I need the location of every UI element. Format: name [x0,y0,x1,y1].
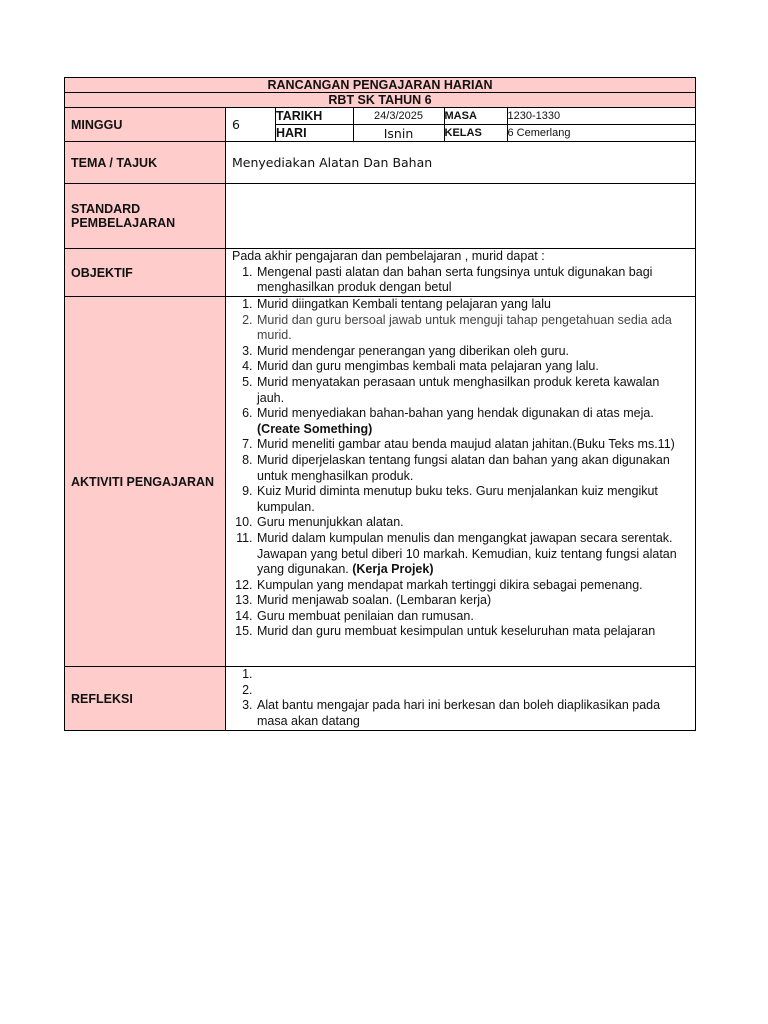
tema-label: TEMA / TAJUK [65,142,226,184]
refleksi-item [256,683,687,699]
objektif-label: OBJEKTIF [65,249,226,297]
standard-label: STANDARD PEMBELAJARAN [65,184,226,249]
refleksi-list [226,667,695,729]
aktiviti-item-text: Murid mendengar penerangan yang diberikan oleh guru. [257,343,570,358]
aktiviti-item [256,406,687,437]
document-title: RANCANGAN PENGAJARAN HARIAN [65,78,696,93]
aktiviti-item [256,578,687,594]
aktiviti-item [256,624,687,640]
aktiviti-item-text: Murid menjawab soalan. (Lembaran kerja) [257,593,492,608]
aktiviti-item-text: Guru membuat penilaian dan rumusan. [257,608,474,623]
aktiviti-item [256,437,687,453]
aktiviti-list [226,297,695,640]
aktiviti-item [256,593,687,609]
aktiviti-item-text: Murid dan guru bersoal jawab untuk menguji tahap pengetahuan sedia ada murid. [257,312,672,343]
tarikh-value: 24/3/2025 [353,108,444,125]
aktiviti-label: AKTIVITI PENGAJARAN [65,297,226,667]
objektif-intro: Pada akhir pengajaran dan pembelajaran , murid dapat : [232,249,545,263]
hari-value: Isnin [353,125,444,142]
aktiviti-item-text: Murid diperjelaskan tentang fungsi alatan dan bahan yang akan digunakan untuk menghasilkan produk. [257,452,670,483]
aktiviti-item-text: Murid diingatkan Kembali tentang pelajaran yang lalu [257,297,551,311]
kelas-label: KELAS [444,125,507,142]
aktiviti-item-text: Murid dan guru mengimbas kembali mata pelajaran yang lalu. [257,359,599,374]
aktiviti-item [256,313,687,344]
aktiviti-item [256,531,687,578]
aktiviti-item [256,359,687,375]
lesson-plan-table [64,77,696,731]
tarikh-label: TARIKH [276,108,353,125]
aktiviti-item-text: Guru menunjukkan alatan. [257,515,404,530]
lesson-plan [64,77,695,731]
aktiviti-item [256,609,687,625]
aktiviti-item [256,375,687,406]
minggu-label: MINGGU [65,108,226,142]
aktiviti-item-text: Murid meneliti gambar atau benda maujud alatan jahitan.(Buku Teks ms.11) [257,437,675,452]
masa-label: MASA [444,108,507,125]
aktiviti-content [226,297,696,667]
refleksi-item: 3. Alat bantu mengajar pada hari ini berkesan dan boleh diaplikasikan pada masa akan datang [256,698,687,729]
aktiviti-item-text: Murid dan guru membuat kesimpulan untuk keseluruhan mata pelajaran [257,624,656,639]
standard-value [226,184,696,249]
aktiviti-item-emphasis: (Create Something) [257,421,373,436]
date-time-grid [276,108,696,141]
document-subtitle: RBT SK TAHUN 6 [65,93,696,108]
aktiviti-item [256,453,687,484]
aktiviti-item-text: Murid menyatakan perasaan untuk menghasilkan produk kereta kawalan jauh. [257,374,660,405]
masa-value: 1230-1330 [507,108,696,125]
aktiviti-item [256,297,687,313]
objektif-item: 1. Mengenal pasti alatan dan bahan serta fungsinya untuk digunakan bagi menghasilkan produk dengan betul [256,265,687,296]
aktiviti-item-text: Kumpulan yang mendapat markah tertinggi dikira sebagai pemenang. [257,577,643,592]
kelas-value: 6 Cemerlang [507,125,696,142]
refleksi-content [226,667,696,731]
refleksi-label: REFLEKSI [65,667,226,731]
objektif-content [226,249,696,297]
aktiviti-item [256,344,687,360]
aktiviti-item-emphasis: (Kerja Projek) [352,562,434,577]
aktiviti-item-text: Murid dalam kumpulan menulis dan mengangkat jawapan secara serentak. Jawapan yang betul diberi 10 markah. Kemudian, kuiz tentang fungsi alatan yang digunakan. [257,530,677,577]
date-time-block [276,108,696,142]
aktiviti-item-text: Kuiz Murid diminta menutup buku teks. Guru menjalankan kuiz mengikut kumpulan. [257,484,658,514]
aktiviti-item [256,484,687,515]
aktiviti-item-text: Murid menyediakan bahan-bahan yang hendak digunakan di atas meja. [257,406,654,421]
aktiviti-item [256,515,687,531]
refleksi-item [256,667,687,683]
objektif-list [226,265,695,296]
minggu-value: 6 [226,108,276,142]
tema-value: Menyediakan Alatan Dan Bahan [226,142,696,184]
hari-label: HARI [276,125,353,142]
